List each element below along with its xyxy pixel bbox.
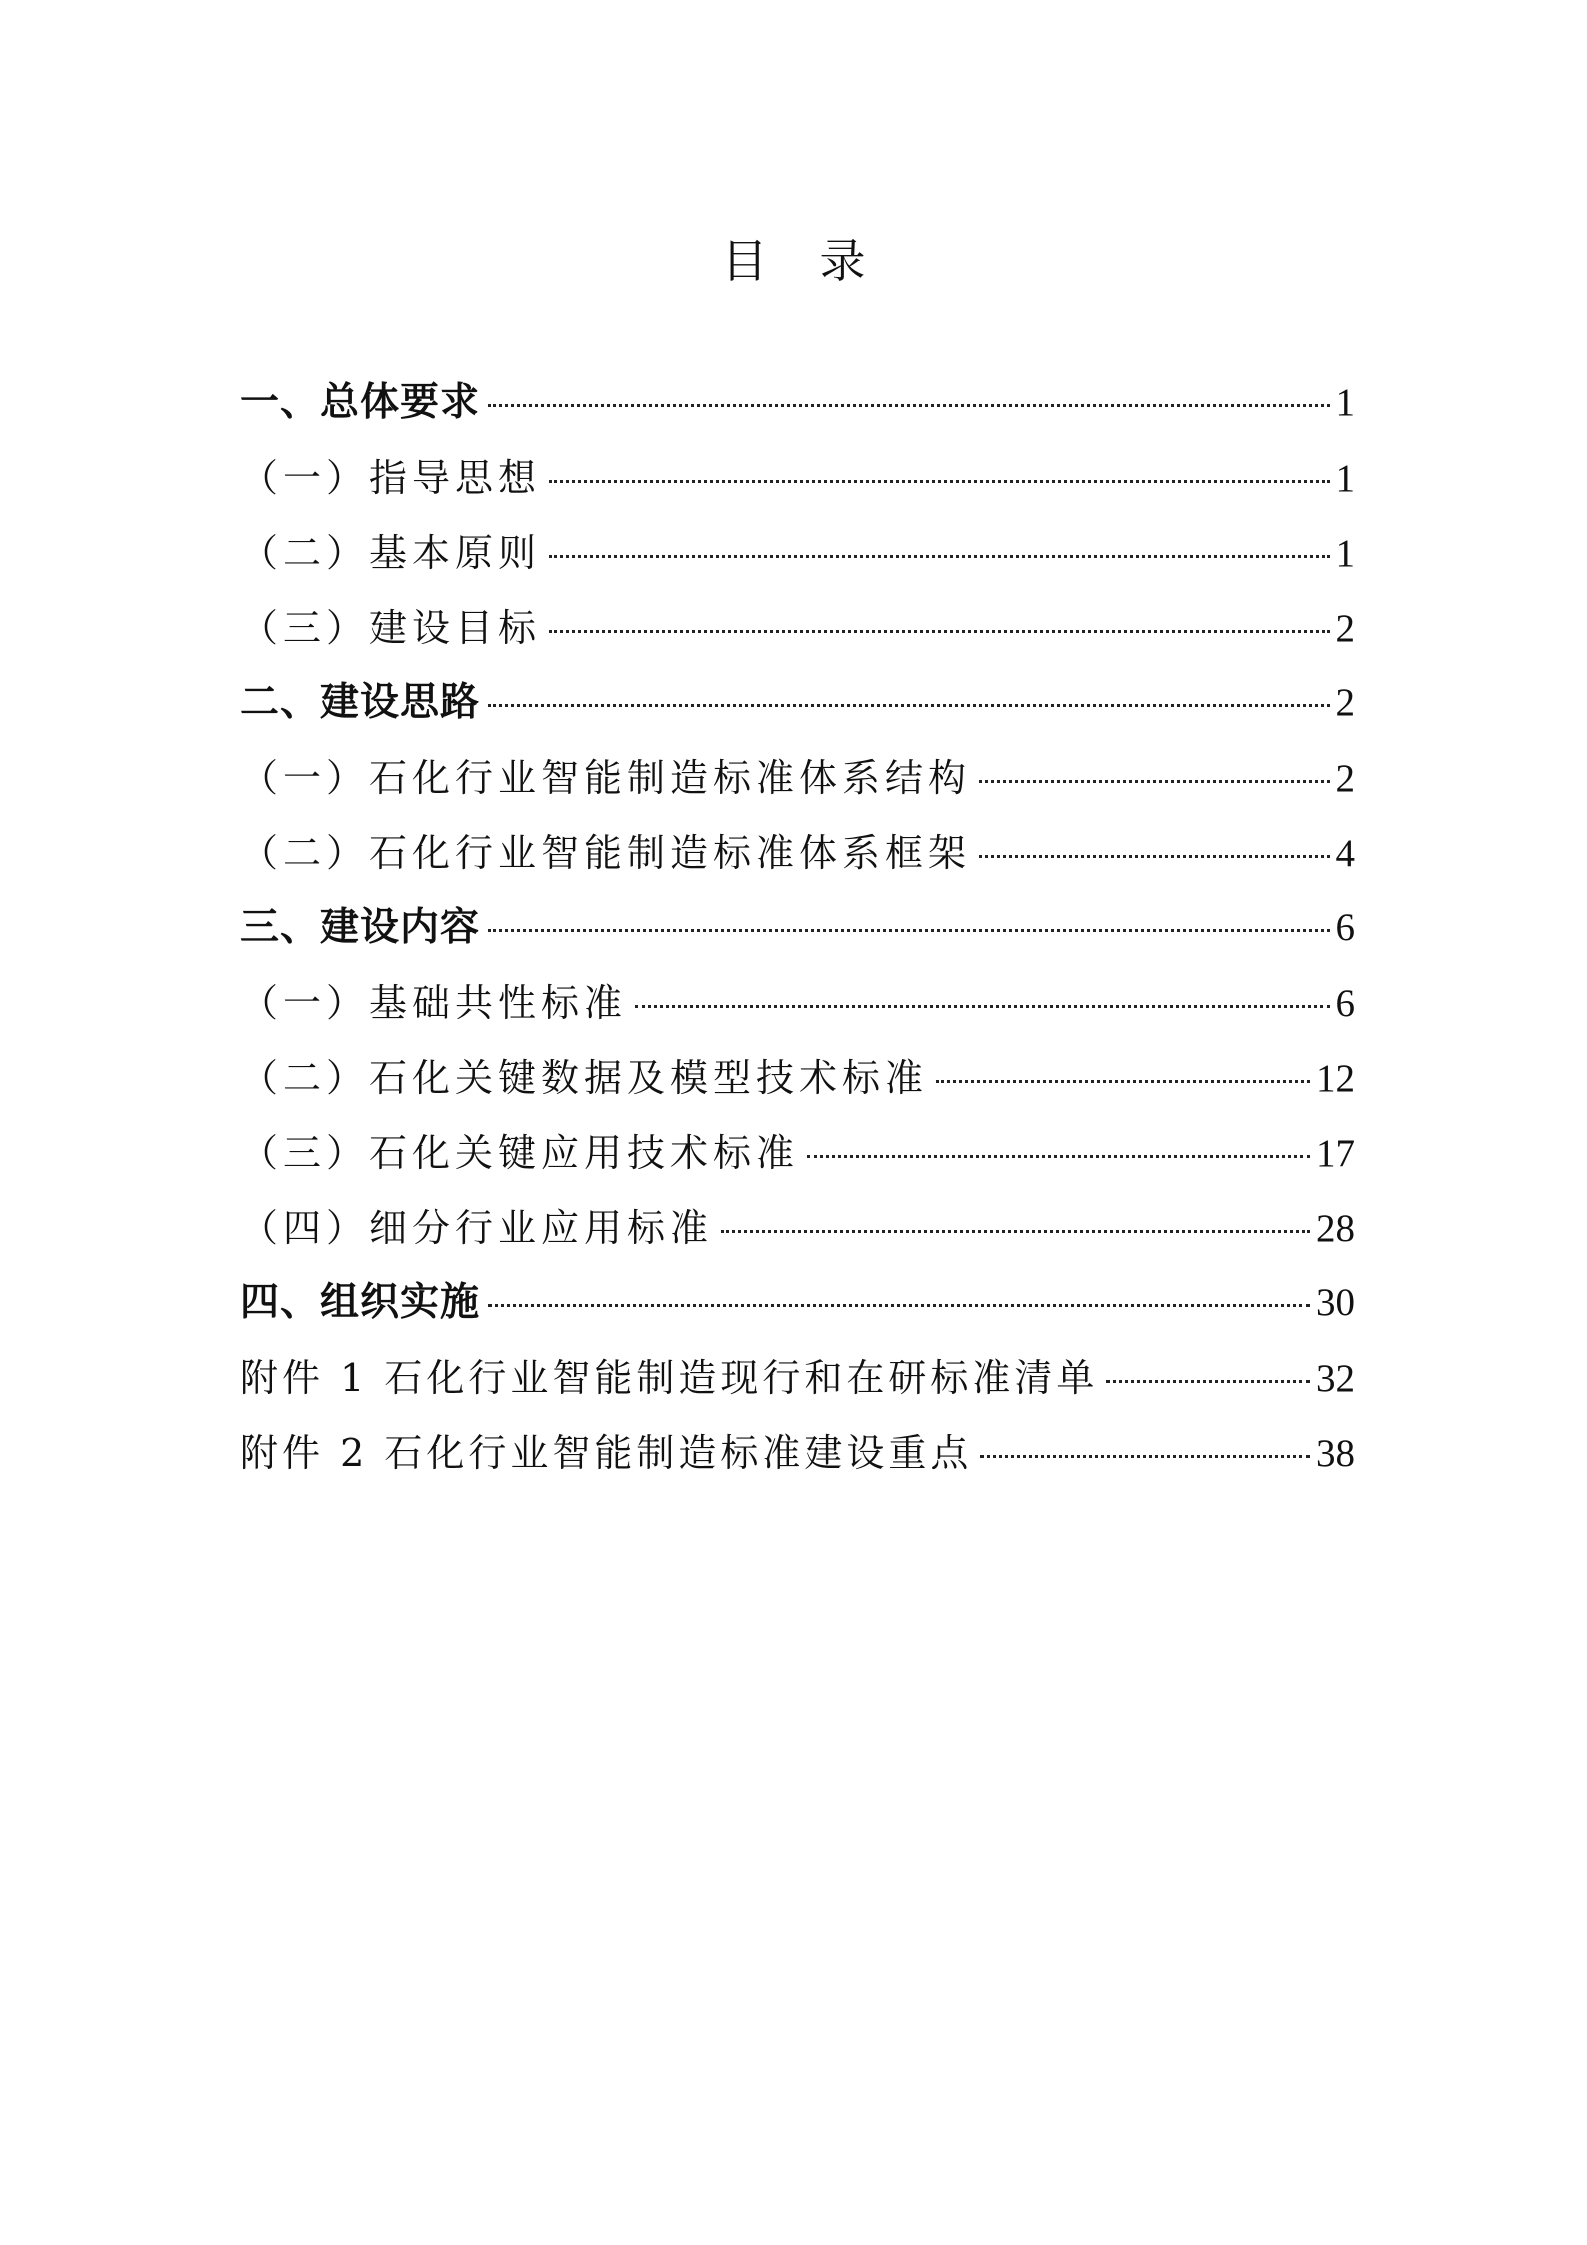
toc-title: 目录 [721, 234, 918, 288]
toc-entry-text: 二、建设思路 [240, 680, 481, 725]
toc-entry-text: 三、建设内容 [240, 905, 481, 950]
toc-entry-text: （三）建设目标 [240, 606, 542, 650]
toc-entry-text: （二）石化关键数据及模型技术标准 [240, 1056, 929, 1100]
toc-entry-system-framework[interactable] [240, 815, 1355, 890]
toc-page-number: 38 [1316, 1432, 1355, 1475]
toc-leader-dots [635, 1005, 1329, 1008]
toc-entry-text: 一、总体要求 [240, 380, 481, 425]
toc-entry-text: 附件 1 石化行业智能制造现行和在研标准清单 [240, 1356, 1099, 1400]
toc-page-number: 2 [1335, 681, 1355, 724]
toc-entry-text: 四、组织实施 [240, 1280, 481, 1325]
toc-leader-dots [549, 630, 1329, 633]
toc-page-number: 1 [1335, 381, 1355, 424]
toc-page-number: 32 [1316, 1357, 1355, 1400]
toc-leader-dots [979, 855, 1329, 858]
toc-entry-basic-common-standards[interactable] [240, 965, 1355, 1040]
toc-leader-dots [488, 404, 1329, 407]
toc-leader-dots [488, 1304, 1310, 1307]
toc-entry-appendix-1[interactable] [240, 1340, 1355, 1415]
toc-leader-dots [488, 929, 1329, 932]
toc-page-number: 30 [1316, 1281, 1355, 1324]
toc-entry-subsector-standards[interactable] [240, 1190, 1355, 1265]
toc-leader-dots [549, 555, 1329, 558]
toc-leader-dots [936, 1080, 1310, 1083]
toc-leader-dots [980, 1455, 1310, 1458]
toc-entry-data-model-standards[interactable] [240, 1040, 1355, 1115]
toc-page-number: 2 [1335, 757, 1355, 800]
toc-entry-text: （一）指导思想 [240, 456, 542, 500]
toc-entry-application-standards[interactable] [240, 1115, 1355, 1190]
toc-page-number: 6 [1335, 906, 1355, 949]
toc-leader-dots [488, 704, 1329, 707]
toc-entry-text: （三）石化关键应用技术标准 [240, 1131, 800, 1175]
toc-entry-text: （二）石化行业智能制造标准体系框架 [240, 831, 972, 875]
toc-entry-system-structure[interactable] [240, 740, 1355, 815]
toc-leader-dots [807, 1155, 1310, 1158]
toc-entry-construction-goals[interactable] [240, 590, 1355, 665]
toc-entry-guiding-ideology[interactable] [240, 440, 1355, 515]
toc-page-number: 4 [1335, 832, 1355, 875]
toc-page-number: 17 [1316, 1132, 1355, 1175]
toc-entry-construction-approach[interactable] [240, 665, 1355, 740]
toc-entry-text: （一）基础共性标准 [240, 981, 628, 1025]
toc-page-number: 6 [1335, 982, 1355, 1025]
toc-page-number: 2 [1335, 607, 1355, 650]
toc-leader-dots [549, 480, 1329, 483]
toc-page-number: 12 [1316, 1057, 1355, 1100]
toc-entry-appendix-2[interactable] [240, 1415, 1355, 1490]
toc-leader-dots [721, 1230, 1310, 1233]
toc-entry-text: （二）基本原则 [240, 531, 542, 575]
toc-entry-basic-principles[interactable] [240, 515, 1355, 590]
table-of-contents [240, 365, 1355, 1490]
toc-page-number: 28 [1316, 1207, 1355, 1250]
toc-entry-text: 附件 2 石化行业智能制造标准建设重点 [240, 1431, 973, 1475]
toc-leader-dots [1106, 1380, 1310, 1383]
toc-entry-text: （一）石化行业智能制造标准体系结构 [240, 756, 972, 800]
toc-entry-overall-requirements[interactable] [240, 365, 1355, 440]
toc-entry-implementation[interactable] [240, 1265, 1355, 1340]
toc-page-number: 1 [1335, 532, 1355, 575]
toc-entry-text: （四）细分行业应用标准 [240, 1206, 714, 1250]
toc-entry-construction-content[interactable] [240, 890, 1355, 965]
toc-page-number: 1 [1335, 457, 1355, 500]
toc-leader-dots [979, 780, 1329, 783]
